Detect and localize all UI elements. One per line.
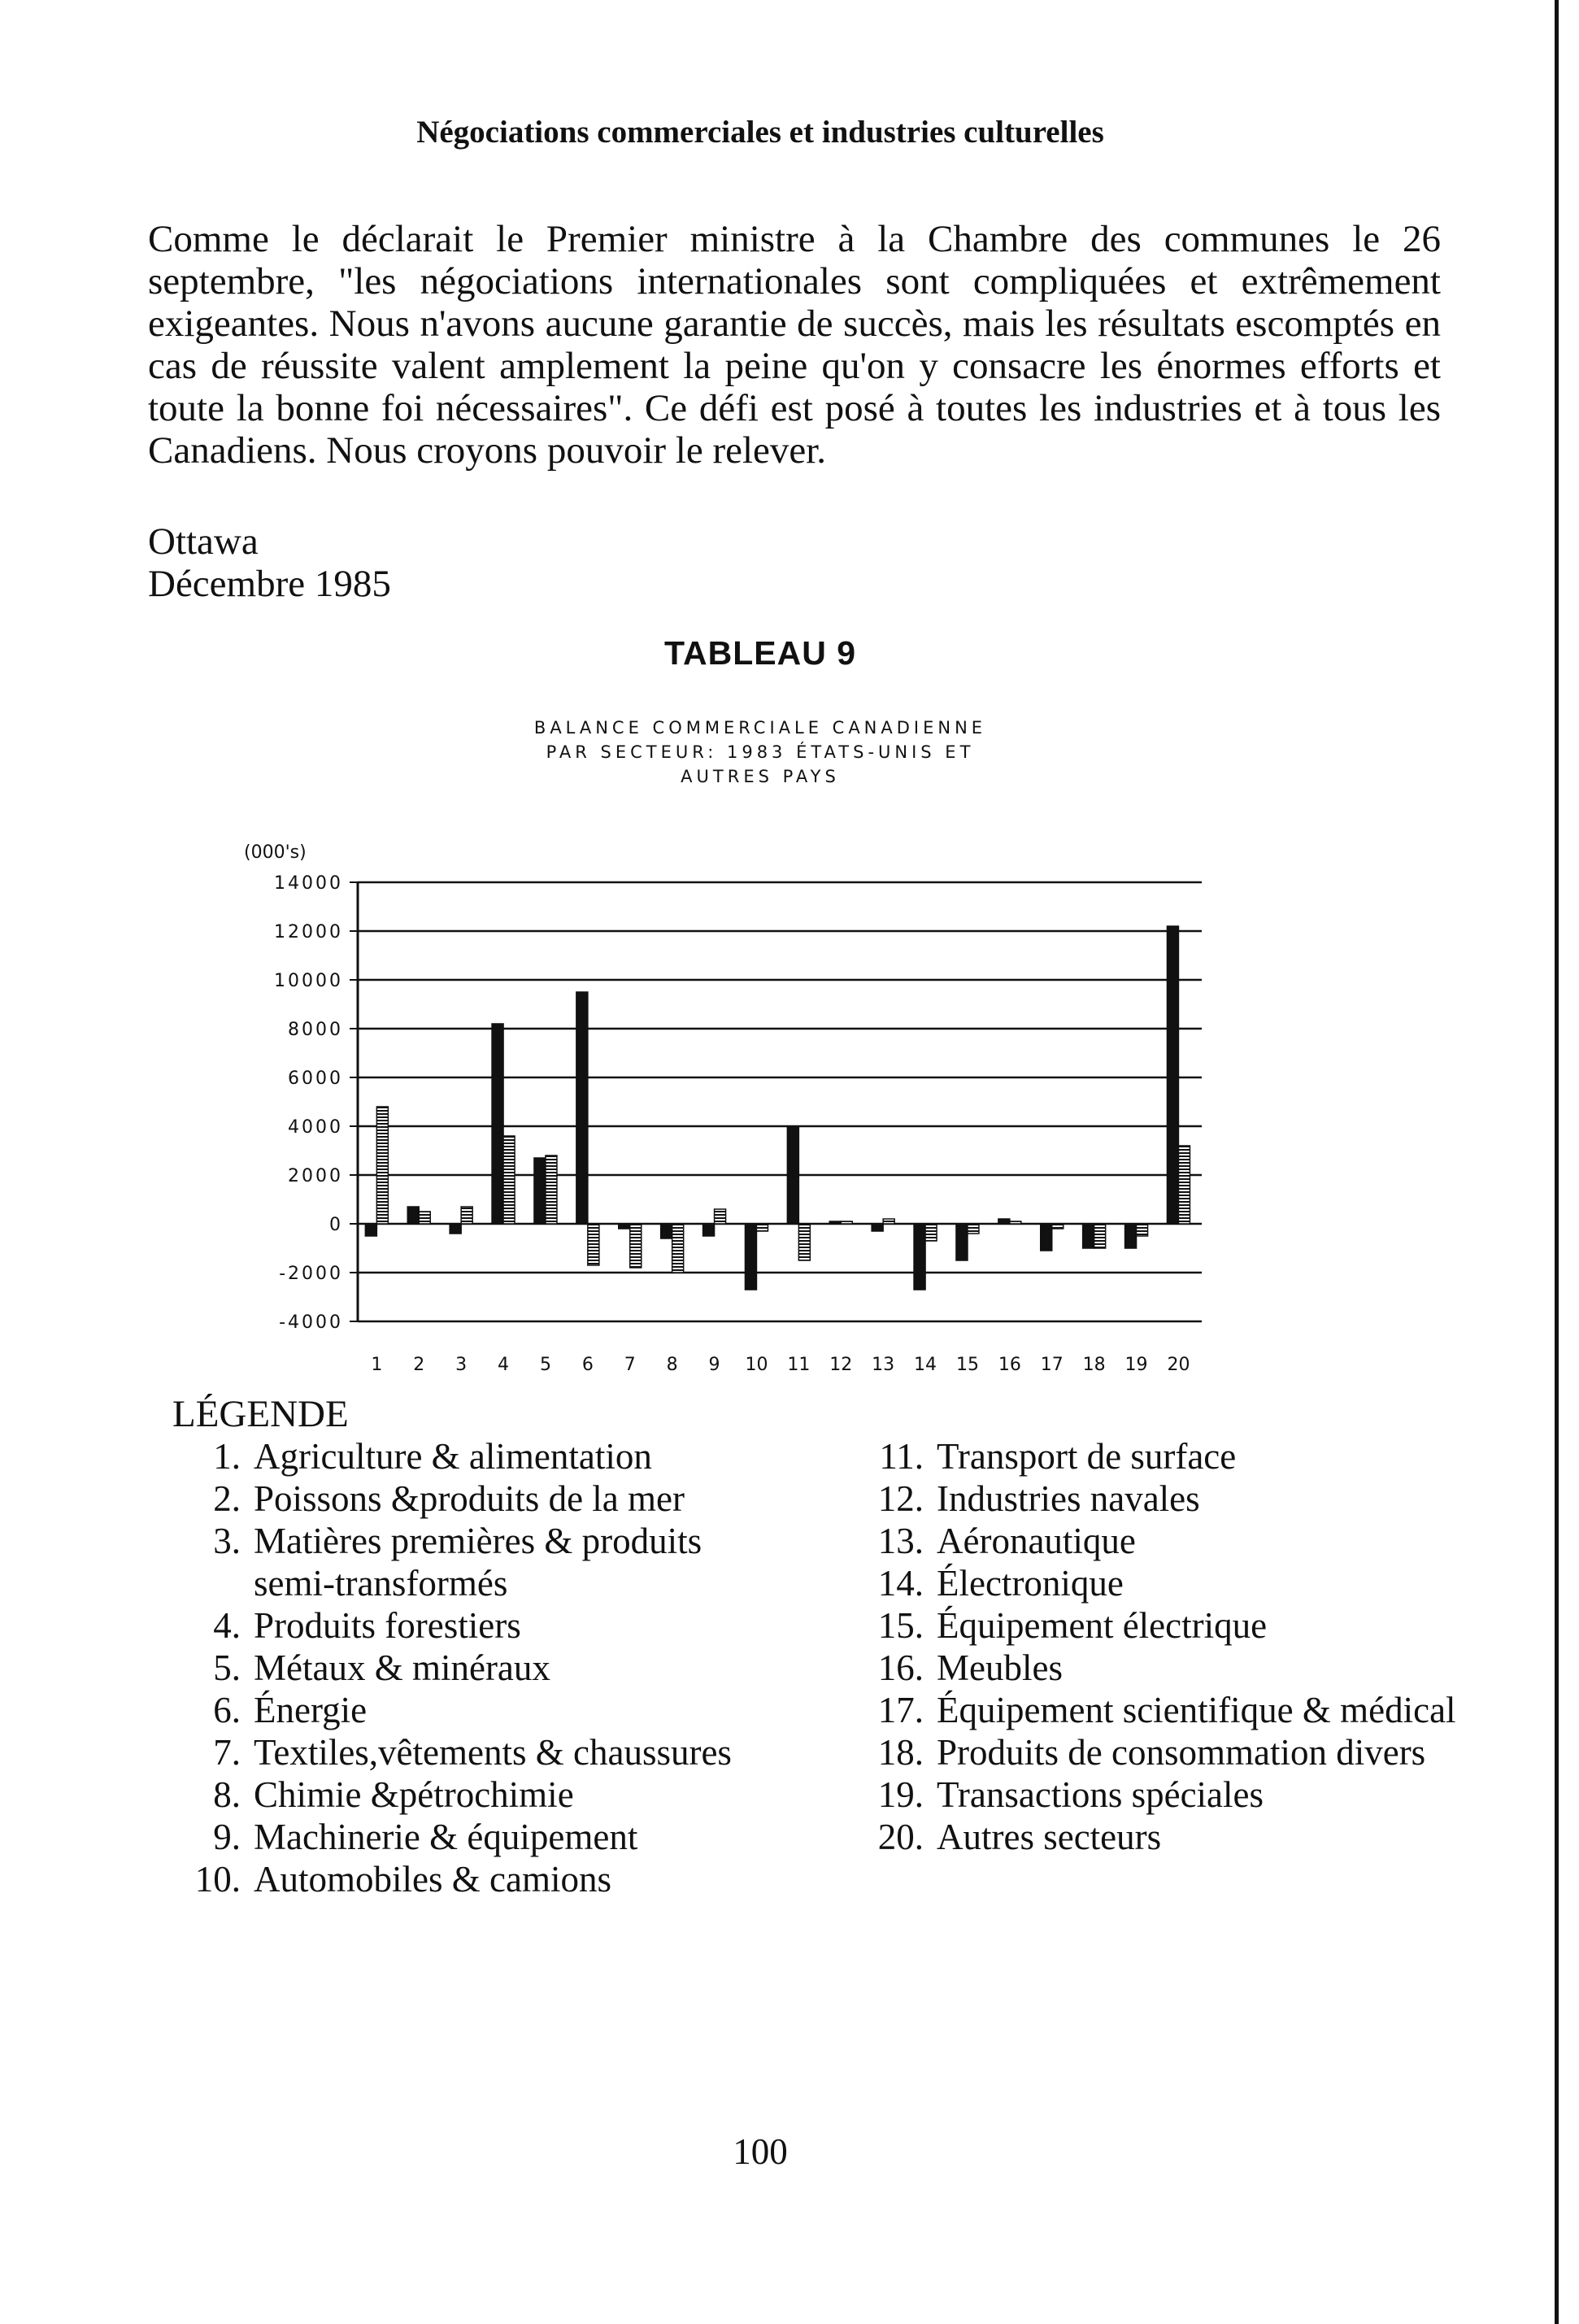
bar-etats-unis-10 (745, 1224, 756, 1290)
x-tick-label: 5 (539, 1355, 551, 1375)
bar-etats-unis-19 (1125, 1224, 1137, 1248)
legend-label: Équipement scientifique & médical (937, 1690, 1456, 1730)
x-tick-label: 17 (1040, 1355, 1064, 1375)
legend-number: 17. (877, 1690, 924, 1730)
legend-list-right (855, 1435, 1473, 1858)
bar-etats-unis-17 (1041, 1224, 1052, 1251)
x-tick-label: 13 (872, 1355, 895, 1375)
legend-label: Électronique (937, 1563, 1124, 1604)
bar-autres-pays-16 (1010, 1221, 1021, 1224)
legend-label: Machinerie & équipement (254, 1817, 638, 1857)
bar-autres-pays-15 (968, 1224, 979, 1234)
legend-number: 12. (877, 1478, 924, 1519)
legend-item (855, 1773, 1473, 1816)
bar-autres-pays-1 (376, 1107, 388, 1224)
y-tick-label: -4000 (279, 1312, 343, 1333)
legend-item (855, 1604, 1473, 1647)
legend-item (172, 1731, 790, 1773)
legend-label: Industries navales (937, 1478, 1200, 1519)
bar-etats-unis-5 (534, 1158, 546, 1224)
legend-number: 16. (877, 1647, 924, 1688)
bar-etats-unis-9 (703, 1224, 715, 1236)
legend-number: 2. (213, 1478, 241, 1519)
legend-item (855, 1478, 1473, 1520)
body-paragraph: Comme le déclarait le Premier ministre à la Chambre des communes le 26 septembre, "les négociations internationales sont compliquées et extrêmement exigeantes. Nous n'avons aucune garantie de succès, mais les résultats escomptés en cas de réussite valent amplement la peine qu'on y consacre les énormes efforts et toute la bonne foi nécessaires". Ce défi est posé à toutes les industries et à tous les Canadiens. Nous croyons pouvoir le relever. (148, 218, 1441, 472)
legend-item (172, 1435, 790, 1478)
x-tick-label: 11 (787, 1355, 811, 1375)
legend-item (172, 1858, 790, 1900)
bar-etats-unis-18 (1083, 1224, 1094, 1248)
bar-autres-pays-2 (419, 1212, 430, 1224)
bar-etats-unis-13 (872, 1224, 883, 1231)
x-tick-label: 2 (413, 1355, 425, 1375)
y-tick-label: 4000 (288, 1117, 343, 1138)
bar-autres-pays-10 (756, 1224, 768, 1231)
legend-number: 15. (877, 1605, 924, 1646)
legend-item (172, 1604, 790, 1647)
y-tick-label: 0 (329, 1215, 343, 1235)
legend-item (172, 1773, 790, 1816)
legend-label: Produits forestiers (254, 1605, 521, 1646)
bar-etats-unis-2 (407, 1207, 419, 1224)
bar-autres-pays-18 (1094, 1224, 1106, 1248)
x-tick-label: 19 (1124, 1355, 1148, 1375)
bar-etats-unis-1 (365, 1224, 376, 1236)
legend-item (172, 1647, 790, 1689)
legend-item (855, 1520, 1473, 1562)
y-tick-label: 6000 (288, 1068, 343, 1089)
bar-etats-unis-20 (1167, 926, 1178, 1224)
bar-etats-unis-6 (576, 992, 588, 1224)
tableau-title: TABLEAU 9 (663, 634, 857, 672)
bar-etats-unis-14 (914, 1224, 925, 1290)
legend-number: 19. (877, 1774, 924, 1815)
page-number: 100 (733, 2131, 788, 2172)
x-axis-labels (371, 1355, 1190, 1375)
legend-number: 13. (877, 1521, 924, 1561)
legend-label: Matières premières & produits semi-transformés (254, 1521, 703, 1604)
x-tick-label: 8 (666, 1355, 678, 1375)
bar-autres-pays-5 (546, 1155, 557, 1224)
legend-item (855, 1816, 1473, 1858)
legend-number: 10. (194, 1859, 241, 1900)
bar-autres-pays-20 (1178, 1146, 1190, 1224)
legend-number: 1. (213, 1436, 241, 1477)
chart-grid (358, 882, 1202, 1321)
bar-etats-unis-11 (787, 1126, 798, 1224)
legend-list-left (172, 1435, 790, 1900)
page-edge-line (1555, 0, 1559, 2324)
legend-item (855, 1689, 1473, 1731)
chart-title-line-3: AUTRES PAYS (681, 767, 840, 786)
x-tick-label: 6 (581, 1355, 594, 1375)
legend-item (855, 1731, 1473, 1773)
legend-label: Produits de consommation divers (937, 1732, 1426, 1773)
legend-item (855, 1647, 1473, 1689)
legend-number: 6. (213, 1690, 241, 1730)
legend-number: 9. (213, 1817, 241, 1857)
legend-label: Aéronautique (937, 1521, 1136, 1561)
legend-number: 5. (213, 1647, 241, 1688)
y-tick-label: 2000 (288, 1166, 343, 1186)
legend-label: Automobiles & camions (254, 1859, 611, 1900)
bar-etats-unis-12 (829, 1221, 841, 1224)
x-tick-label: 1 (371, 1355, 383, 1375)
legend-item (172, 1520, 790, 1604)
y-axis-unit-label: (000's) (244, 842, 307, 863)
legend-number: 7. (213, 1732, 241, 1773)
bar-etats-unis-16 (998, 1219, 1010, 1224)
legend-number: 11. (879, 1436, 924, 1477)
legend-number: 14. (877, 1563, 924, 1604)
legend-number: 8. (213, 1774, 241, 1815)
bar-autres-pays-3 (461, 1207, 472, 1224)
y-tick-label: 12000 (274, 922, 343, 942)
y-tick-label: 14000 (274, 873, 343, 894)
legend-number: 18. (877, 1732, 924, 1773)
bar-autres-pays-8 (672, 1224, 684, 1273)
bar-autres-pays-13 (883, 1219, 894, 1224)
bar-autres-pays-6 (588, 1224, 599, 1265)
bar-autres-pays-12 (841, 1221, 852, 1224)
legend-label: Équipement électrique (937, 1605, 1268, 1646)
legend-label: Meubles (937, 1647, 1063, 1688)
legend-label: Chimie &pétrochimie (254, 1774, 574, 1815)
x-tick-label: 3 (455, 1355, 468, 1375)
x-tick-label: 15 (955, 1355, 979, 1375)
y-axis-ticks (274, 873, 358, 1333)
legend-label: Énergie (254, 1690, 368, 1730)
x-tick-label: 9 (708, 1355, 720, 1375)
legend-number: 20. (877, 1817, 924, 1857)
y-tick-label: 8000 (288, 1020, 343, 1040)
date-text: Décembre 1985 (148, 563, 391, 605)
bar-etats-unis-3 (450, 1224, 461, 1234)
legend-item (855, 1435, 1473, 1478)
bar-autres-pays-17 (1052, 1224, 1064, 1229)
bar-autres-pays-14 (925, 1224, 937, 1241)
legend-number: 4. (213, 1605, 241, 1646)
x-tick-label: 12 (829, 1355, 853, 1375)
legend-label: Textiles,vêtements & chaussures (254, 1732, 732, 1773)
legend-item (855, 1562, 1473, 1604)
legend-title: LÉGENDE (172, 1393, 349, 1435)
legend-label: Agriculture & alimentation (254, 1436, 652, 1477)
signature-block (148, 520, 391, 605)
legend-label: Transactions spéciales (937, 1774, 1264, 1815)
x-tick-label: 14 (914, 1355, 937, 1375)
chart-title-line-2: PAR SECTEUR: 1983 ÉTATS-UNIS ET (546, 742, 975, 762)
y-tick-label: -2000 (279, 1264, 343, 1284)
place-text: Ottawa (148, 520, 259, 563)
bar-etats-unis-15 (956, 1224, 968, 1260)
bar-autres-pays-9 (715, 1209, 726, 1224)
legend-number: 3. (213, 1521, 241, 1561)
bar-autres-pays-4 (503, 1136, 515, 1224)
legend-item (172, 1689, 790, 1731)
running-head: Négociations commerciales et industries culturelles (416, 115, 1104, 150)
legend-item (172, 1478, 790, 1520)
x-tick-label: 20 (1167, 1355, 1190, 1375)
legend-item (172, 1816, 790, 1858)
bar-autres-pays-7 (630, 1224, 642, 1268)
legend-label: Métaux & minéraux (254, 1647, 550, 1688)
legend-label: Transport de surface (937, 1436, 1237, 1477)
y-tick-label: 10000 (274, 971, 343, 991)
chart-title (0, 716, 1520, 789)
x-tick-label: 7 (624, 1355, 636, 1375)
bar-etats-unis-4 (492, 1024, 503, 1224)
x-tick-label: 18 (1082, 1355, 1106, 1375)
bar-etats-unis-8 (661, 1224, 672, 1238)
x-tick-label: 10 (745, 1355, 768, 1375)
bar-etats-unis-7 (619, 1224, 630, 1229)
x-tick-label: 4 (498, 1355, 510, 1375)
chart-title-line-1: BALANCE COMMERCIALE CANADIENNE (533, 718, 987, 738)
bar-autres-pays-11 (798, 1224, 810, 1260)
legend-label: Autres secteurs (937, 1817, 1162, 1857)
x-tick-label: 16 (998, 1355, 1021, 1375)
bar-autres-pays-19 (1137, 1224, 1148, 1236)
trade-balance-chart (220, 833, 1244, 1375)
legend-label: Poissons &produits de la mer (254, 1478, 685, 1519)
